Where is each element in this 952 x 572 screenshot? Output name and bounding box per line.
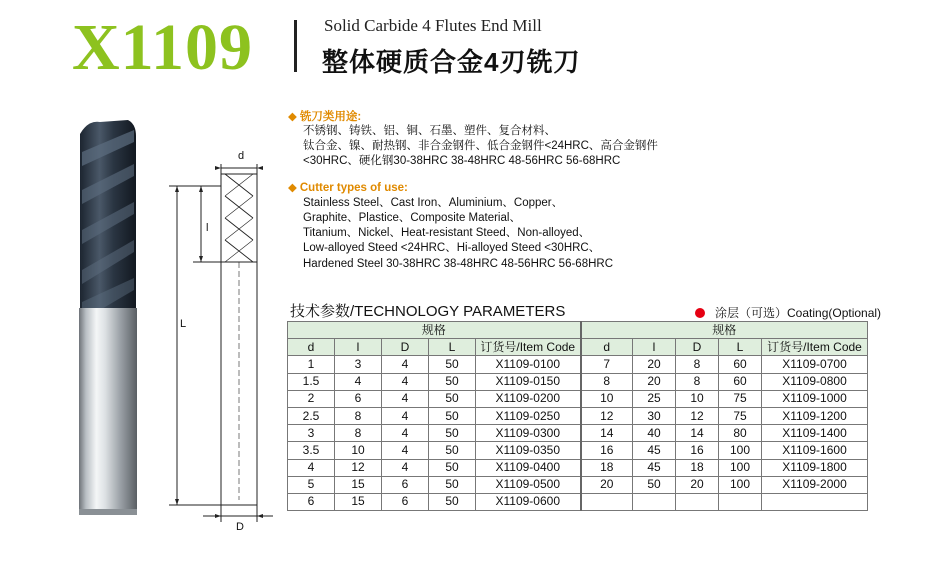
- tech-params-title: 技术参数/TECHNOLOGY PARAMETERS: [290, 303, 566, 320]
- table-cell: X1109-0800: [762, 373, 868, 390]
- usage-en-line: Stainless Steel、Cast Iron、Aluminium、Copper、: [303, 197, 564, 209]
- table-cell: 20: [581, 476, 633, 493]
- table-cell: 50: [429, 476, 476, 493]
- table-cell: X1109-1400: [762, 425, 868, 442]
- table-cell: 10: [335, 442, 382, 459]
- table-cell: X1109-1000: [762, 390, 868, 407]
- table-row: [288, 476, 868, 493]
- table-cell: 16: [581, 442, 633, 459]
- table-cell: 4: [288, 459, 335, 476]
- dimension-label-L: L: [180, 318, 187, 330]
- params-table: [287, 321, 868, 511]
- table-cell: X1109-0700: [762, 356, 868, 373]
- table-cell: 100: [719, 442, 762, 459]
- table-cell: 50: [429, 442, 476, 459]
- table-cell: X1109-0350: [476, 442, 581, 459]
- table-cell: X1109-0200: [476, 390, 581, 407]
- table-cell: 8: [335, 425, 382, 442]
- usage-en-line: Titanium、Nickel、Heat-resistant Steed、Non-alloyed、: [303, 227, 591, 239]
- table-body: [288, 356, 868, 511]
- usage-cn-line: <30HRC、硬化钢30-38HRC 38-48HRC 48-56HRC 56-68HRC: [303, 155, 621, 167]
- usage-en-heading: ◆ Cutter types of use:: [288, 182, 408, 194]
- end-mill-product-image: [70, 112, 150, 517]
- table-cell: 100: [719, 476, 762, 493]
- table-cell: X1109-0150: [476, 373, 581, 390]
- table-cell: X1109-1800: [762, 459, 868, 476]
- table-cell: [762, 493, 868, 510]
- column-header: l: [633, 339, 676, 356]
- table-cell: 50: [633, 476, 676, 493]
- dimension-label-l: l: [206, 222, 209, 234]
- table-cell: 4: [382, 442, 429, 459]
- table-cell: 2.5: [288, 407, 335, 424]
- table-cell: 50: [429, 356, 476, 373]
- table-cell: X1109-0250: [476, 407, 581, 424]
- table-cell: 2: [288, 390, 335, 407]
- table-cell: 60: [719, 373, 762, 390]
- table-cell: 15: [335, 493, 382, 510]
- dimension-label-d: d: [238, 150, 245, 162]
- group-header-right: 规格: [581, 322, 868, 339]
- column-header: D: [382, 339, 429, 356]
- table-cell: 14: [676, 425, 719, 442]
- column-header: d: [581, 339, 633, 356]
- table-cell: 50: [429, 407, 476, 424]
- table-cell: 3.5: [288, 442, 335, 459]
- table-cell: [676, 493, 719, 510]
- coating-note: 涂层（可选）Coating(Optional): [695, 304, 881, 321]
- table-cell: 45: [633, 459, 676, 476]
- table-cell: 3: [288, 425, 335, 442]
- table-cell: 14: [581, 425, 633, 442]
- table-cell: [719, 493, 762, 510]
- usage-cn-heading: ◆ 铣刀类用途:: [288, 111, 362, 123]
- table-cell: 30: [633, 407, 676, 424]
- table-cell: 8: [676, 373, 719, 390]
- title-divider: [294, 20, 297, 72]
- table-cell: 20: [633, 356, 676, 373]
- table-cell: 1.5: [288, 373, 335, 390]
- column-header: L: [429, 339, 476, 356]
- subtitle-english: Solid Carbide 4 Flutes End Mill: [324, 16, 542, 35]
- usage-en-line: Low-alloyed Steed <24HRC、Hi-alloyed Steed <30HRC、: [303, 242, 601, 254]
- table-cell: 75: [719, 407, 762, 424]
- table-cell: X1109-0500: [476, 476, 581, 493]
- table-cell: 50: [429, 493, 476, 510]
- table-cell: 4: [382, 356, 429, 373]
- table-cell: 5: [288, 476, 335, 493]
- dimension-label-D: D: [236, 521, 244, 533]
- table-cell: 80: [719, 425, 762, 442]
- table-cell: X1109-0100: [476, 356, 581, 373]
- table-cell: 20: [633, 373, 676, 390]
- column-header: D: [676, 339, 719, 356]
- table-cell: 6: [288, 493, 335, 510]
- column-header: d: [288, 339, 335, 356]
- column-header: l: [335, 339, 382, 356]
- table-row: [288, 407, 868, 424]
- table-cell: 100: [719, 459, 762, 476]
- table-cell: 1: [288, 356, 335, 373]
- table-cell: 4: [382, 390, 429, 407]
- table-cell: 50: [429, 425, 476, 442]
- table-cell: 6: [382, 476, 429, 493]
- table-cell: 12: [335, 459, 382, 476]
- table-cell: 18: [581, 459, 633, 476]
- table-cell: 6: [335, 390, 382, 407]
- table-row: [288, 373, 868, 390]
- table-cell: 4: [382, 459, 429, 476]
- table-cell: 6: [382, 493, 429, 510]
- usage-cn-line: 钛合金、镍、耐热钢、非合金钢件、低合金钢件<24HRC、高合金钢件: [303, 140, 658, 152]
- table-cell: 12: [676, 407, 719, 424]
- table-cell: 45: [633, 442, 676, 459]
- table-cell: 50: [429, 390, 476, 407]
- table-cell: X1109-1200: [762, 407, 868, 424]
- table-cell: 15: [335, 476, 382, 493]
- column-header: 订货号/Item Code: [476, 339, 581, 356]
- usage-en-line: Hardened Steel 30-38HRC 38-48HRC 48-56HRC 56-68HRC: [303, 258, 614, 270]
- table-row: [288, 459, 868, 476]
- table-cell: 75: [719, 390, 762, 407]
- table-cell: X1109-0300: [476, 425, 581, 442]
- table-cell: 3: [335, 356, 382, 373]
- column-header: 订货号/Item Code: [762, 339, 868, 356]
- table-cell: 50: [429, 373, 476, 390]
- table-cell: 16: [676, 442, 719, 459]
- usage-cn-line: 不锈钢、铸铁、铝、铜、石墨、塑件、复合材料、: [303, 125, 556, 137]
- table-cell: 8: [335, 407, 382, 424]
- table-row: [288, 425, 868, 442]
- column-header: L: [719, 339, 762, 356]
- table-cell: X1109-0400: [476, 459, 581, 476]
- table-cell: 12: [581, 407, 633, 424]
- table-cell: 4: [382, 407, 429, 424]
- table-cell: 4: [382, 373, 429, 390]
- table-column-header-row: [288, 339, 868, 356]
- diamond-bullet-icon: ◆: [288, 111, 297, 123]
- table-cell: [633, 493, 676, 510]
- group-header-left: 规格: [288, 322, 581, 339]
- dimension-drawing: [165, 160, 275, 530]
- table-group-header-row: [288, 322, 868, 339]
- table-cell: [581, 493, 633, 510]
- table-cell: 60: [719, 356, 762, 373]
- diamond-bullet-icon: ◆: [288, 182, 297, 194]
- table-cell: X1109-1600: [762, 442, 868, 459]
- table-cell: 18: [676, 459, 719, 476]
- table-cell: X1109-0600: [476, 493, 581, 510]
- table-row: [288, 390, 868, 407]
- coating-dot-icon: [695, 308, 705, 318]
- table-row: [288, 356, 868, 373]
- usage-en-line: Graphite、Plastice、Composite Material、: [303, 212, 521, 224]
- table-cell: 7: [581, 356, 633, 373]
- table-cell: 20: [676, 476, 719, 493]
- model-number: X1109: [72, 11, 254, 84]
- table-row: [288, 442, 868, 459]
- table-cell: 4: [335, 373, 382, 390]
- table-cell: 8: [581, 373, 633, 390]
- table-cell: 10: [581, 390, 633, 407]
- table-cell: X1109-2000: [762, 476, 868, 493]
- table-cell: 50: [429, 459, 476, 476]
- table-cell: 25: [633, 390, 676, 407]
- table-cell: 10: [676, 390, 719, 407]
- table-cell: 4: [382, 425, 429, 442]
- table-row: [288, 493, 868, 510]
- subtitle-chinese: 整体硬质合金4刃铣刀: [322, 47, 581, 77]
- table-cell: 8: [676, 356, 719, 373]
- table-cell: 40: [633, 425, 676, 442]
